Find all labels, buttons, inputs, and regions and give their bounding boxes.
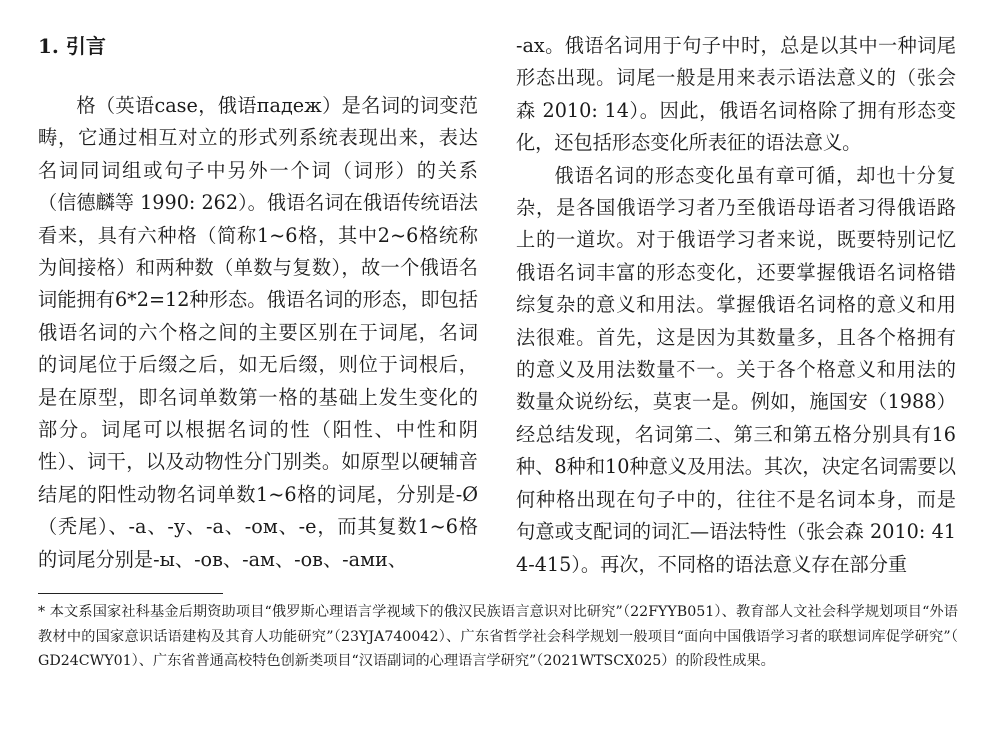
section-heading: 1. 引言: [38, 34, 106, 58]
left-column: [38, 30, 478, 576]
footnote: * 本文系国家社科基金后期资助项目“俄罗斯心理语言学视域下的俄汉民族语言意识对比研究”（22FYYB051）、教育部人文社会科学规划项目“外语教材中的国家意识话语建构及其育人功能研究”（23YJA740042）、广东省哲学社会科学规划一般项目“面向中国俄语学习者的联想词库促学研究”（ GD24CWY01）、广东省普通高校特色创新类项目“汉语副词的心理语言学研究”（2021WTSCX025）的阶段性成果。: [38, 604, 958, 670]
intro-paragraph-2: 俄语名词的形态变化虽有章可循，却也十分复杂，是各国俄语学习者乃至俄语母语者习得俄语路上的一道坎。对于俄语学习者来说，既要特别记忆俄语名词丰富的形态变化，还要掌握俄语名词格错综复杂的意义和用法。掌握俄语名词格的意义和用法很难。首先，这是因为其数量多，且各个格拥有的意义及用法数量不一。关于各个格意义和用法的数量众说纷纭，莫衷一是。例如，施国安（1988）经总结发现，名词第二、第三和第五格分别具有16种、8种和10种意义及用法。其次，决定名词需要以何种格出现在句子中的，往往不是名词本身，而是句意或支配词的词汇—语法特性（张会森 2010: 414-415）。再次，不同格的语法意义存在部分重: [516, 163, 956, 576]
right-column: [516, 30, 956, 581]
footnote-separator: [38, 593, 223, 594]
intro-paragraph-1-continued: -ах。俄语名词用于句子中时，总是以其中一种词尾形态出现。词尾一般是用来表示语法意义的（张会森 2010: 14）。因此，俄语名词格除了拥有形态变化，还包括形态变化所表征的语法意义。: [516, 34, 956, 155]
intro-paragraph-1: 格（英语case，俄语падеж）是名词的词变范畴，它通过相互对立的形式列系统表现出来，表达名词同词组或句子中另外一个词（词形）的关系（信德麟等 1990: 262）。俄语名词在俄语传统语法看来，具有六种格（简称1~6格，其中2~6格统称为间接格）和两种数（单数与复数），故一个俄语名词能拥有6*2=12种形态。俄语名词的形态，即包括俄语名词的六个格之间的主要区别在于词尾，名词的词尾位于后缀之后，如无后缀，则位于词根后，是在原型，即名词单数第一格的基础上发生变化的部分。词尾可以根据名词的性（阳性、中性和阴性）、词干，以及动物性分门别类。如原型以硬辅音结尾的阳性动物名词单数1~6格的词尾，分别是-Ø（秃尾）、-а、-у、-а、-ом、-е，而其复数1~6格的词尾分别是-ы、-ов、-ам、-ов、-ами、: [38, 94, 478, 571]
